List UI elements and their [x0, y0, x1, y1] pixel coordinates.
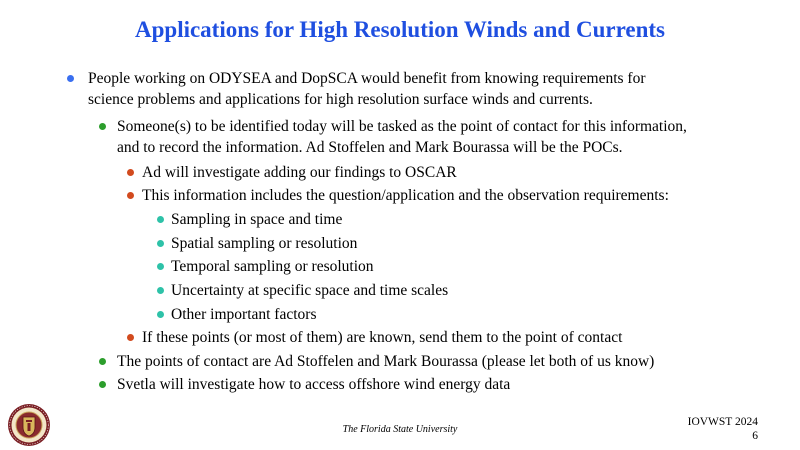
bullet-text: Ad will investigate adding our findings to OSCAR	[142, 164, 457, 181]
bullet-text: Spatial sampling or resolution	[171, 235, 358, 252]
bullet-text: This information includes the question/application and the observation requirements:	[142, 187, 669, 204]
bullet-text: The points of contact are Ad Stoffelen and Mark Bourassa (please let both of us know)	[117, 353, 655, 370]
bullet-marker	[99, 381, 106, 388]
bullet-text: If these points (or most of them) are known, send them to the point of contact	[142, 329, 623, 346]
bullet-marker	[157, 311, 164, 318]
bullet-marker	[157, 240, 164, 247]
bullet-marker	[127, 334, 134, 341]
bullet-text: and to record the information. Ad Stoffelen and Mark Bourassa will be the POCs.	[117, 139, 623, 156]
bullet-marker	[127, 169, 134, 176]
bullet-text: science problems and applications for high resolution surface winds and currents.	[88, 91, 593, 108]
slide-title: Applications for High Resolution Winds and Currents	[135, 17, 665, 42]
bullet-marker	[157, 263, 164, 270]
bullet-text: Svetla will investigate how to access offshore wind energy data	[117, 376, 511, 393]
bullet-marker	[157, 216, 164, 223]
bullet-text: Sampling in space and time	[171, 211, 343, 228]
bullet-text: Other important factors	[171, 306, 317, 323]
bullet-marker	[99, 358, 106, 365]
footer-event: IOVWST 2024	[687, 416, 758, 428]
page-number: 6	[752, 430, 758, 442]
bullet-text: Uncertainty at specific space and time scales	[171, 282, 449, 299]
bullet-text: Temporal sampling or resolution	[171, 258, 374, 275]
footer-info	[688, 415, 758, 443]
footer-institution: The Florida State University	[342, 424, 458, 435]
bullet-marker	[157, 287, 164, 294]
bullet-text: Someone(s) to be identified today will be tasked as the point of contact for this information,	[117, 118, 687, 135]
bullet-marker	[99, 123, 106, 130]
bullet-marker	[67, 75, 74, 82]
bullet-marker	[127, 192, 134, 199]
bullet-text: People working on ODYSEA and DopSCA would benefit from knowing requirements for	[88, 70, 646, 87]
